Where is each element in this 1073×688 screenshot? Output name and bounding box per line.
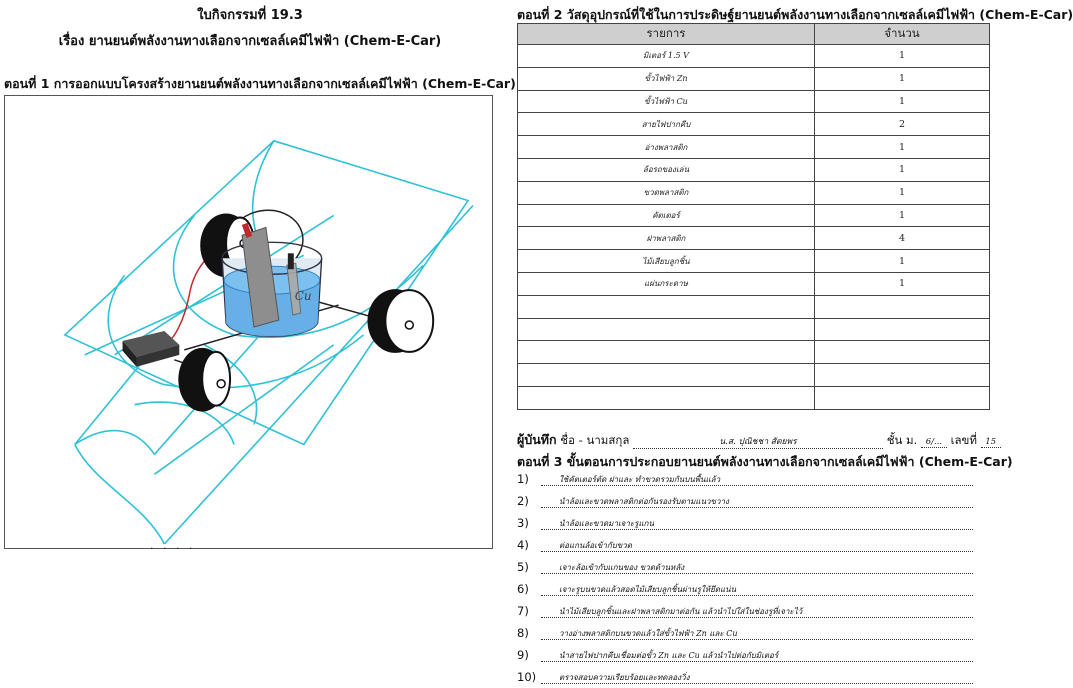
- materials-table: [517, 23, 990, 410]
- qty-cell: 1: [815, 272, 990, 295]
- materials-table-wrap: [517, 23, 990, 410]
- item-cell: [518, 341, 815, 364]
- step-text: นำล้อและขวดพลาสติกต่อกันรองรับตามแนวขวาง: [541, 495, 973, 508]
- item-cell: มิเตอร์ 1.5 V: [518, 45, 815, 68]
- table-row: [518, 250, 990, 273]
- step-number: 5): [517, 560, 529, 574]
- table-row: [518, 136, 990, 159]
- table-row: [518, 364, 990, 387]
- step-number: 6): [517, 582, 529, 596]
- table-row: [518, 45, 990, 68]
- step-text: นำล้อและขวดมาเจาะรูแกน: [541, 517, 973, 530]
- class-label: ชั้น ม.: [886, 433, 918, 447]
- table-row: [518, 272, 990, 295]
- item-cell: แผ่นกระดาษ: [518, 272, 815, 295]
- table-row: [518, 318, 990, 341]
- table-row: [518, 181, 990, 204]
- step-item: [517, 538, 987, 552]
- step-number: 3): [517, 516, 529, 530]
- item-cell: [518, 364, 815, 387]
- qty-cell: [815, 386, 990, 409]
- step-number: 8): [517, 626, 529, 640]
- step-text: ต่อแกนล้อเข้ากับขวด: [541, 539, 973, 552]
- step-item: [517, 582, 987, 596]
- step-text: วางอ่างพลาสติกบนขวดแล้วใส่ขั้วไฟฟ้า Zn และ Cu: [541, 627, 973, 640]
- qty-cell: 2: [815, 113, 990, 136]
- part1-heading: ตอนที่ 1 การออกแบบโครงสร้างยานยนต์พลังงานทางเลือกจากเซลล์เคมีไฟฟ้า (Chem-E-Car): [4, 76, 516, 91]
- item-cell: อ่างพลาสติก: [518, 136, 815, 159]
- col-header-qty: จำนวน: [815, 24, 990, 45]
- part3-heading: ตอนที่ 3 ขั้นตอนการประกอบยานยนต์พลังงานทางเลือกจากเซลล์เคมีไฟฟ้า (Chem-E-Car): [517, 454, 1013, 469]
- qty-cell: 1: [815, 250, 990, 273]
- qty-cell: 1: [815, 67, 990, 90]
- part2-heading: ตอนที่ 2 วัสดุอุปกรณ์ที่ใช้ในการประดิษฐ์ยานยนต์พลังงานทางเลือกจากเซลล์เคมีไฟฟ้า (Chem-E-Car): [517, 7, 1073, 22]
- step-number: 9): [517, 648, 529, 662]
- step-text: เจาะล้อเข้ากับแกนของ ขวดด้านหลัง: [541, 561, 973, 574]
- item-cell: สายไฟปากคีบ: [518, 113, 815, 136]
- qty-cell: 4: [815, 227, 990, 250]
- table-row: [518, 204, 990, 227]
- qty-cell: [815, 364, 990, 387]
- table-row: [518, 158, 990, 181]
- table-row: [518, 341, 990, 364]
- step-text: นำไม้เสียบลูกชิ้นและฝาพลาสติกมาต่อกัน แล้วนำไปใส่ในช่องรูที่เจาะไว้: [541, 605, 973, 618]
- table-row: [518, 227, 990, 250]
- item-cell: [518, 295, 815, 318]
- step-item: [517, 648, 987, 662]
- activity-title: ใบกิจกรรมที่ 19.3: [197, 8, 303, 23]
- step-item: [517, 626, 987, 640]
- step-number: 1): [517, 472, 529, 486]
- qty-cell: 1: [815, 45, 990, 68]
- table-row: [518, 113, 990, 136]
- item-cell: ไม้เสียบลูกชิ้น: [518, 250, 815, 273]
- qty-cell: 1: [815, 204, 990, 227]
- item-cell: ขั้วไฟฟ้า Cu: [518, 90, 815, 113]
- qty-cell: 1: [815, 90, 990, 113]
- number-label: เลขที่: [950, 433, 977, 447]
- qty-cell: 1: [815, 158, 990, 181]
- item-cell: ขั้วไฟฟ้า Zn: [518, 67, 815, 90]
- item-cell: ฝาพลาสติก: [518, 227, 815, 250]
- table-row: [518, 386, 990, 409]
- car-sketch: [5, 96, 492, 548]
- class-value: 6/...: [921, 437, 947, 448]
- table-row: [518, 295, 990, 318]
- item-cell: ขวดพลาสติก: [518, 181, 815, 204]
- item-cell: คัตเตอร์: [518, 204, 815, 227]
- step-text: ใช้คัตเตอร์ตัด ฝาและ ทำขวดรวมกันบนพื้นแล้ว: [541, 473, 973, 486]
- qty-cell: 1: [815, 136, 990, 159]
- step-number: 2): [517, 494, 529, 508]
- qty-cell: [815, 318, 990, 341]
- step-item: [517, 472, 987, 486]
- table-header-row: [518, 24, 990, 45]
- step-item: [517, 494, 987, 508]
- recorder-line: [517, 430, 1001, 450]
- table-row: [518, 90, 990, 113]
- item-cell: [518, 386, 815, 409]
- name-label: ชื่อ - นามสกุล: [560, 433, 630, 447]
- recorder-label: ผู้บันทึก: [517, 432, 557, 447]
- qty-cell: [815, 295, 990, 318]
- step-text: นำสายไฟปากคีบเชื่อมต่อขั้ว Zn และ Cu แล้วนำไปต่อกับมิเตอร์: [541, 649, 973, 662]
- cut-off-text: · · · ·: [150, 542, 196, 555]
- qty-cell: [815, 341, 990, 364]
- item-cell: ล้อรถของเล่น: [518, 158, 815, 181]
- col-header-item: รายการ: [518, 24, 815, 45]
- step-item: [517, 560, 987, 574]
- step-number: 4): [517, 538, 529, 552]
- table-row: [518, 67, 990, 90]
- name-value: น.ส. ปุณิชชา สัตยพร: [633, 434, 883, 449]
- step-item: [517, 516, 987, 530]
- step-number: 7): [517, 604, 529, 618]
- step-text: เจาะรูบนขวดแล้วสอดไม้เสียบลูกชิ้นผ่านรูให้ยึดแน่น: [541, 583, 973, 596]
- step-number: 10): [517, 670, 537, 684]
- qty-cell: 1: [815, 181, 990, 204]
- activity-subtitle: เรื่อง ยานยนต์พลังงานทางเลือกจากเซลล์เคมีไฟฟ้า (Chem-E-Car): [58, 34, 442, 49]
- step-text: ตรวจสอบความเรียบร้อยและทดลองวิ่ง: [541, 671, 973, 684]
- item-cell: [518, 318, 815, 341]
- step-item: [517, 670, 987, 684]
- number-value: 15: [981, 437, 1001, 448]
- step-item: [517, 604, 987, 618]
- car-drawing: [4, 95, 493, 549]
- meter-box: [123, 331, 180, 367]
- cu-electrode-label: Cu: [294, 289, 312, 304]
